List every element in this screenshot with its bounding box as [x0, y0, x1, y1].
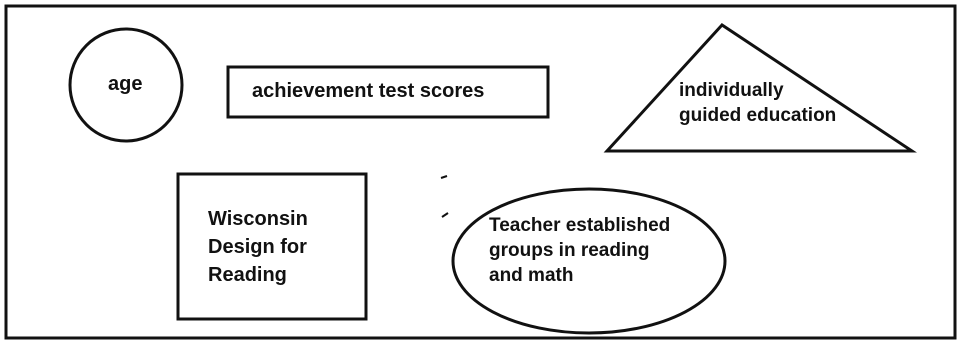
wisconsin-label: Wisconsin Design for Reading	[208, 208, 308, 286]
scan-mark	[442, 213, 448, 217]
scan-mark	[441, 176, 447, 178]
guided-education-label: individually guided education	[679, 80, 837, 126]
teacher-groups-label: Teacher established groups in reading and math	[489, 215, 671, 286]
outer-frame	[6, 6, 955, 338]
age-label: age	[108, 73, 143, 95]
achievement-label: achievement test scores	[252, 80, 485, 102]
